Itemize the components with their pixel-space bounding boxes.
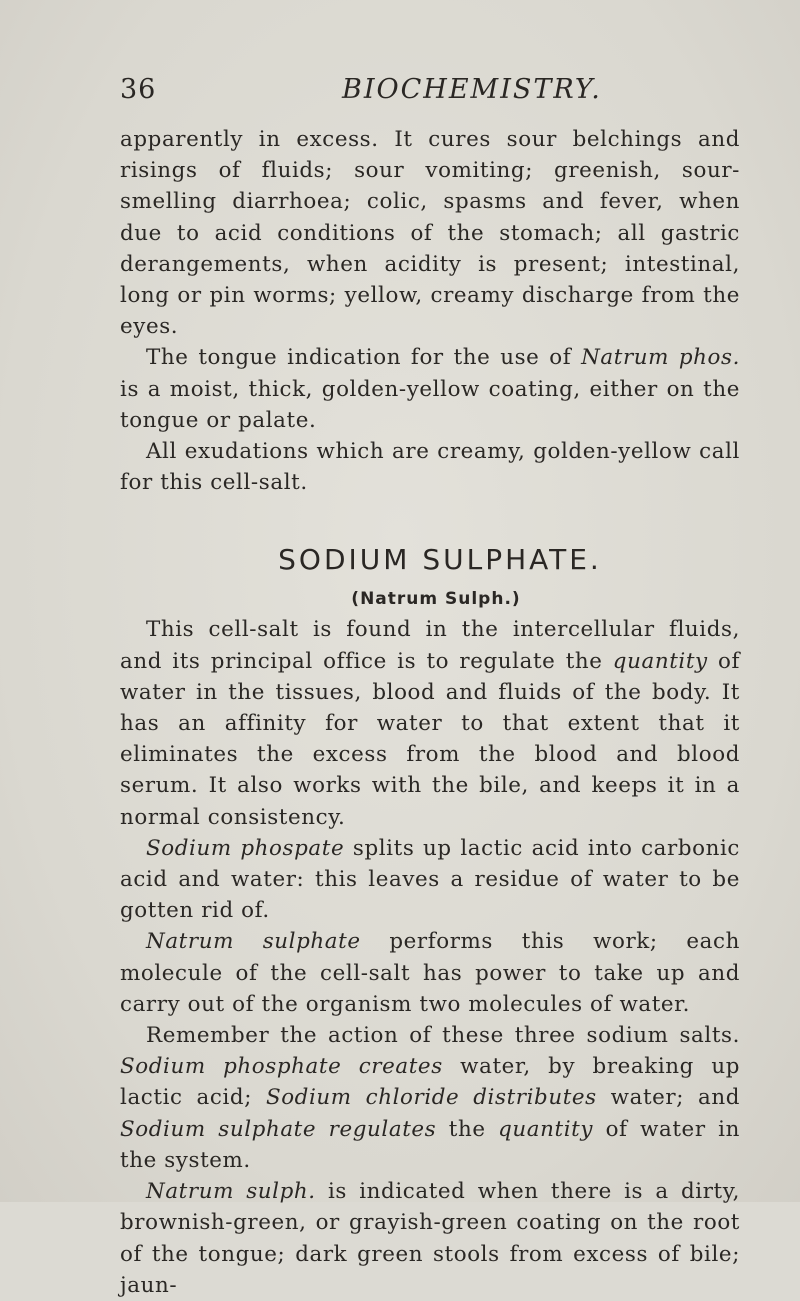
paragraph-text: This cell-salt is found in the intercellular fluids, and its principal office is to regulate the bbox=[120, 617, 740, 674]
remedy-name: Natrum sulphate bbox=[146, 929, 361, 955]
emphasis-text: Sodium chloride distributes bbox=[265, 1085, 597, 1111]
paragraph-text: water; and bbox=[596, 1085, 740, 1111]
paragraph-text: The tongue indication for the use of bbox=[146, 345, 582, 371]
body-text bbox=[120, 124, 740, 1301]
paragraph-text: water, by breaking up lactic acid; bbox=[120, 1054, 740, 1111]
paragraph-natrum-sulph-indication bbox=[120, 1176, 740, 1301]
remedy-name: Sodium phospate bbox=[146, 835, 345, 861]
paragraph-text: splits up lactic acid into carbonic acid and water: this leaves a residue of water to be gotten rid of. bbox=[120, 835, 741, 924]
paragraph-text: apparently in excess. It cures sour belchings and risings of fluids; sour vomiting; greenish, sour-smelling diarrhoea; colic, spasms and fever, when due to acid conditions of the stomach; all gastric derangements, when acidity is present; intestinal, long or pin worms; yellow, creamy discharge from the eyes. bbox=[120, 127, 740, 340]
paragraph-natrum-sulphate-work bbox=[120, 926, 740, 1020]
paragraph-text: All exudations which are creamy, golden-yellow call for this cell-salt. bbox=[120, 439, 740, 496]
paragraph-text: performs this work; each molecule of the cell-salt has power to take up and carry out of the organism two molecules of water. bbox=[120, 929, 740, 1017]
remedy-name: Natrum phos. bbox=[581, 345, 740, 371]
paragraph-text: of water in the system. bbox=[120, 1116, 740, 1173]
emphasis-text: Sodium sulphate regulates bbox=[120, 1116, 437, 1142]
page-number: 36 bbox=[120, 74, 157, 105]
paragraph-tongue-indication bbox=[120, 342, 740, 436]
running-title: BIOCHEMISTRY. bbox=[342, 74, 602, 105]
paragraph-text: Remember the action of these three sodium salts. bbox=[146, 1023, 740, 1049]
emphasis-text: Sodium phosphate creates bbox=[120, 1054, 443, 1080]
emphasis-text: quantity bbox=[612, 648, 708, 674]
paragraph-text: is a moist, thick, golden-yellow coating, either on the tongue or palate. bbox=[120, 376, 740, 433]
paragraph-text: is indicated when there is a dirty, brownish-green, or grayish-green coating on the root of the tongue; dark green stools from excess of bile; jaun- bbox=[120, 1179, 740, 1298]
section-heading: SODIUM SULPHATE. bbox=[278, 543, 602, 577]
paragraph-intercellular-fluids bbox=[120, 614, 740, 832]
paragraph-text: the bbox=[436, 1116, 499, 1142]
paragraph-text: of water in the tissues, blood and fluids of the body. It has an affinity for water to that extent that it eliminates the excess from the blood and blood serum. It also works with the bile, and keeps it in a normal consistency. bbox=[120, 648, 740, 830]
paragraph-sodium-phospate bbox=[120, 833, 740, 927]
remedy-name: Natrum sulph. bbox=[146, 1179, 316, 1205]
paragraph-exudations bbox=[120, 436, 740, 498]
section-subheading: (Natrum Sulph.) bbox=[351, 589, 521, 610]
paragraph-natrum-phos-indications bbox=[120, 124, 740, 342]
emphasis-text: quantity bbox=[498, 1116, 594, 1142]
page-header bbox=[120, 74, 740, 114]
paragraph-three-sodium-salts bbox=[120, 1020, 740, 1176]
